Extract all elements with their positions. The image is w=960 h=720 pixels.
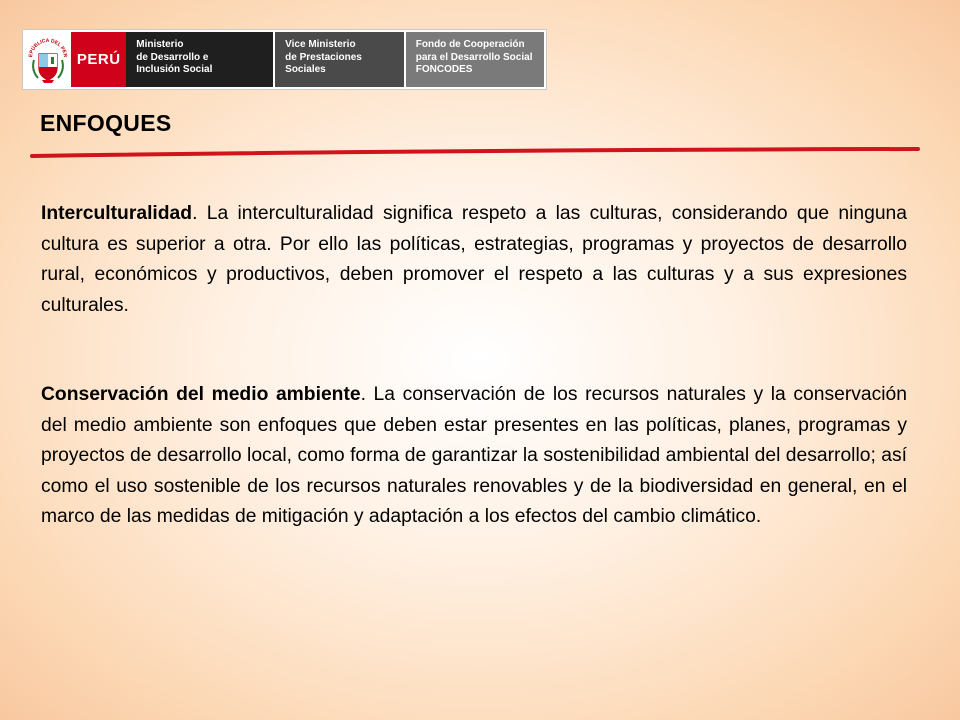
paragraph-conservacion — [41, 380, 907, 533]
title-underline — [30, 146, 920, 160]
svg-text:REPÚBLICA DEL PERÚ: EPÚBLICA DEL PER — [28, 37, 69, 58]
heading-interculturalidad: Interculturalidad — [41, 203, 193, 224]
vice-ministry-label: Vice Ministerio de Prestaciones Sociales — [275, 32, 404, 87]
foncodes-label: Fondo de Cooperación para el Desarrollo Social FONCODES — [406, 32, 544, 87]
header-banner — [22, 29, 547, 90]
heading-suffix: . — [192, 203, 198, 224]
heading-suffix: . — [360, 384, 366, 405]
coat-of-arms-logo — [25, 32, 71, 87]
body-conservacion: La conservación de los recursos naturales y la conservación del medio ambiente son enfoques que deben estar presentes en las políticas, planes, programas y proyectos de desarrollo local, como forma de garantizar la sostenibilidad ambiental del desarrollo; así como el uso sostenible de los recursos naturales renovables y de la biodiversidad en general, en el marco de las medidas de mitigación y adaptación a los efectos del cambio climático. — [41, 384, 907, 527]
body-interculturalidad: La interculturalidad significa respeto a las culturas, considerando que ninguna cultura es superior a otra. Por ello las políticas, estrategias, programas y proyectos de desarrollo rural, económicos y productivos, deben promover el respeto a las culturas y a sus expresiones culturales. — [41, 203, 907, 316]
shield-icon — [26, 34, 70, 86]
paragraph-interculturalidad — [41, 199, 907, 321]
heading-conservacion: Conservación del medio ambiente — [41, 384, 361, 405]
peru-brand: PERÚ — [71, 32, 126, 87]
ministry-label: Ministerio de Desarrollo e Inclusión Social — [126, 32, 273, 87]
slide-title: ENFOQUES — [40, 110, 172, 136]
